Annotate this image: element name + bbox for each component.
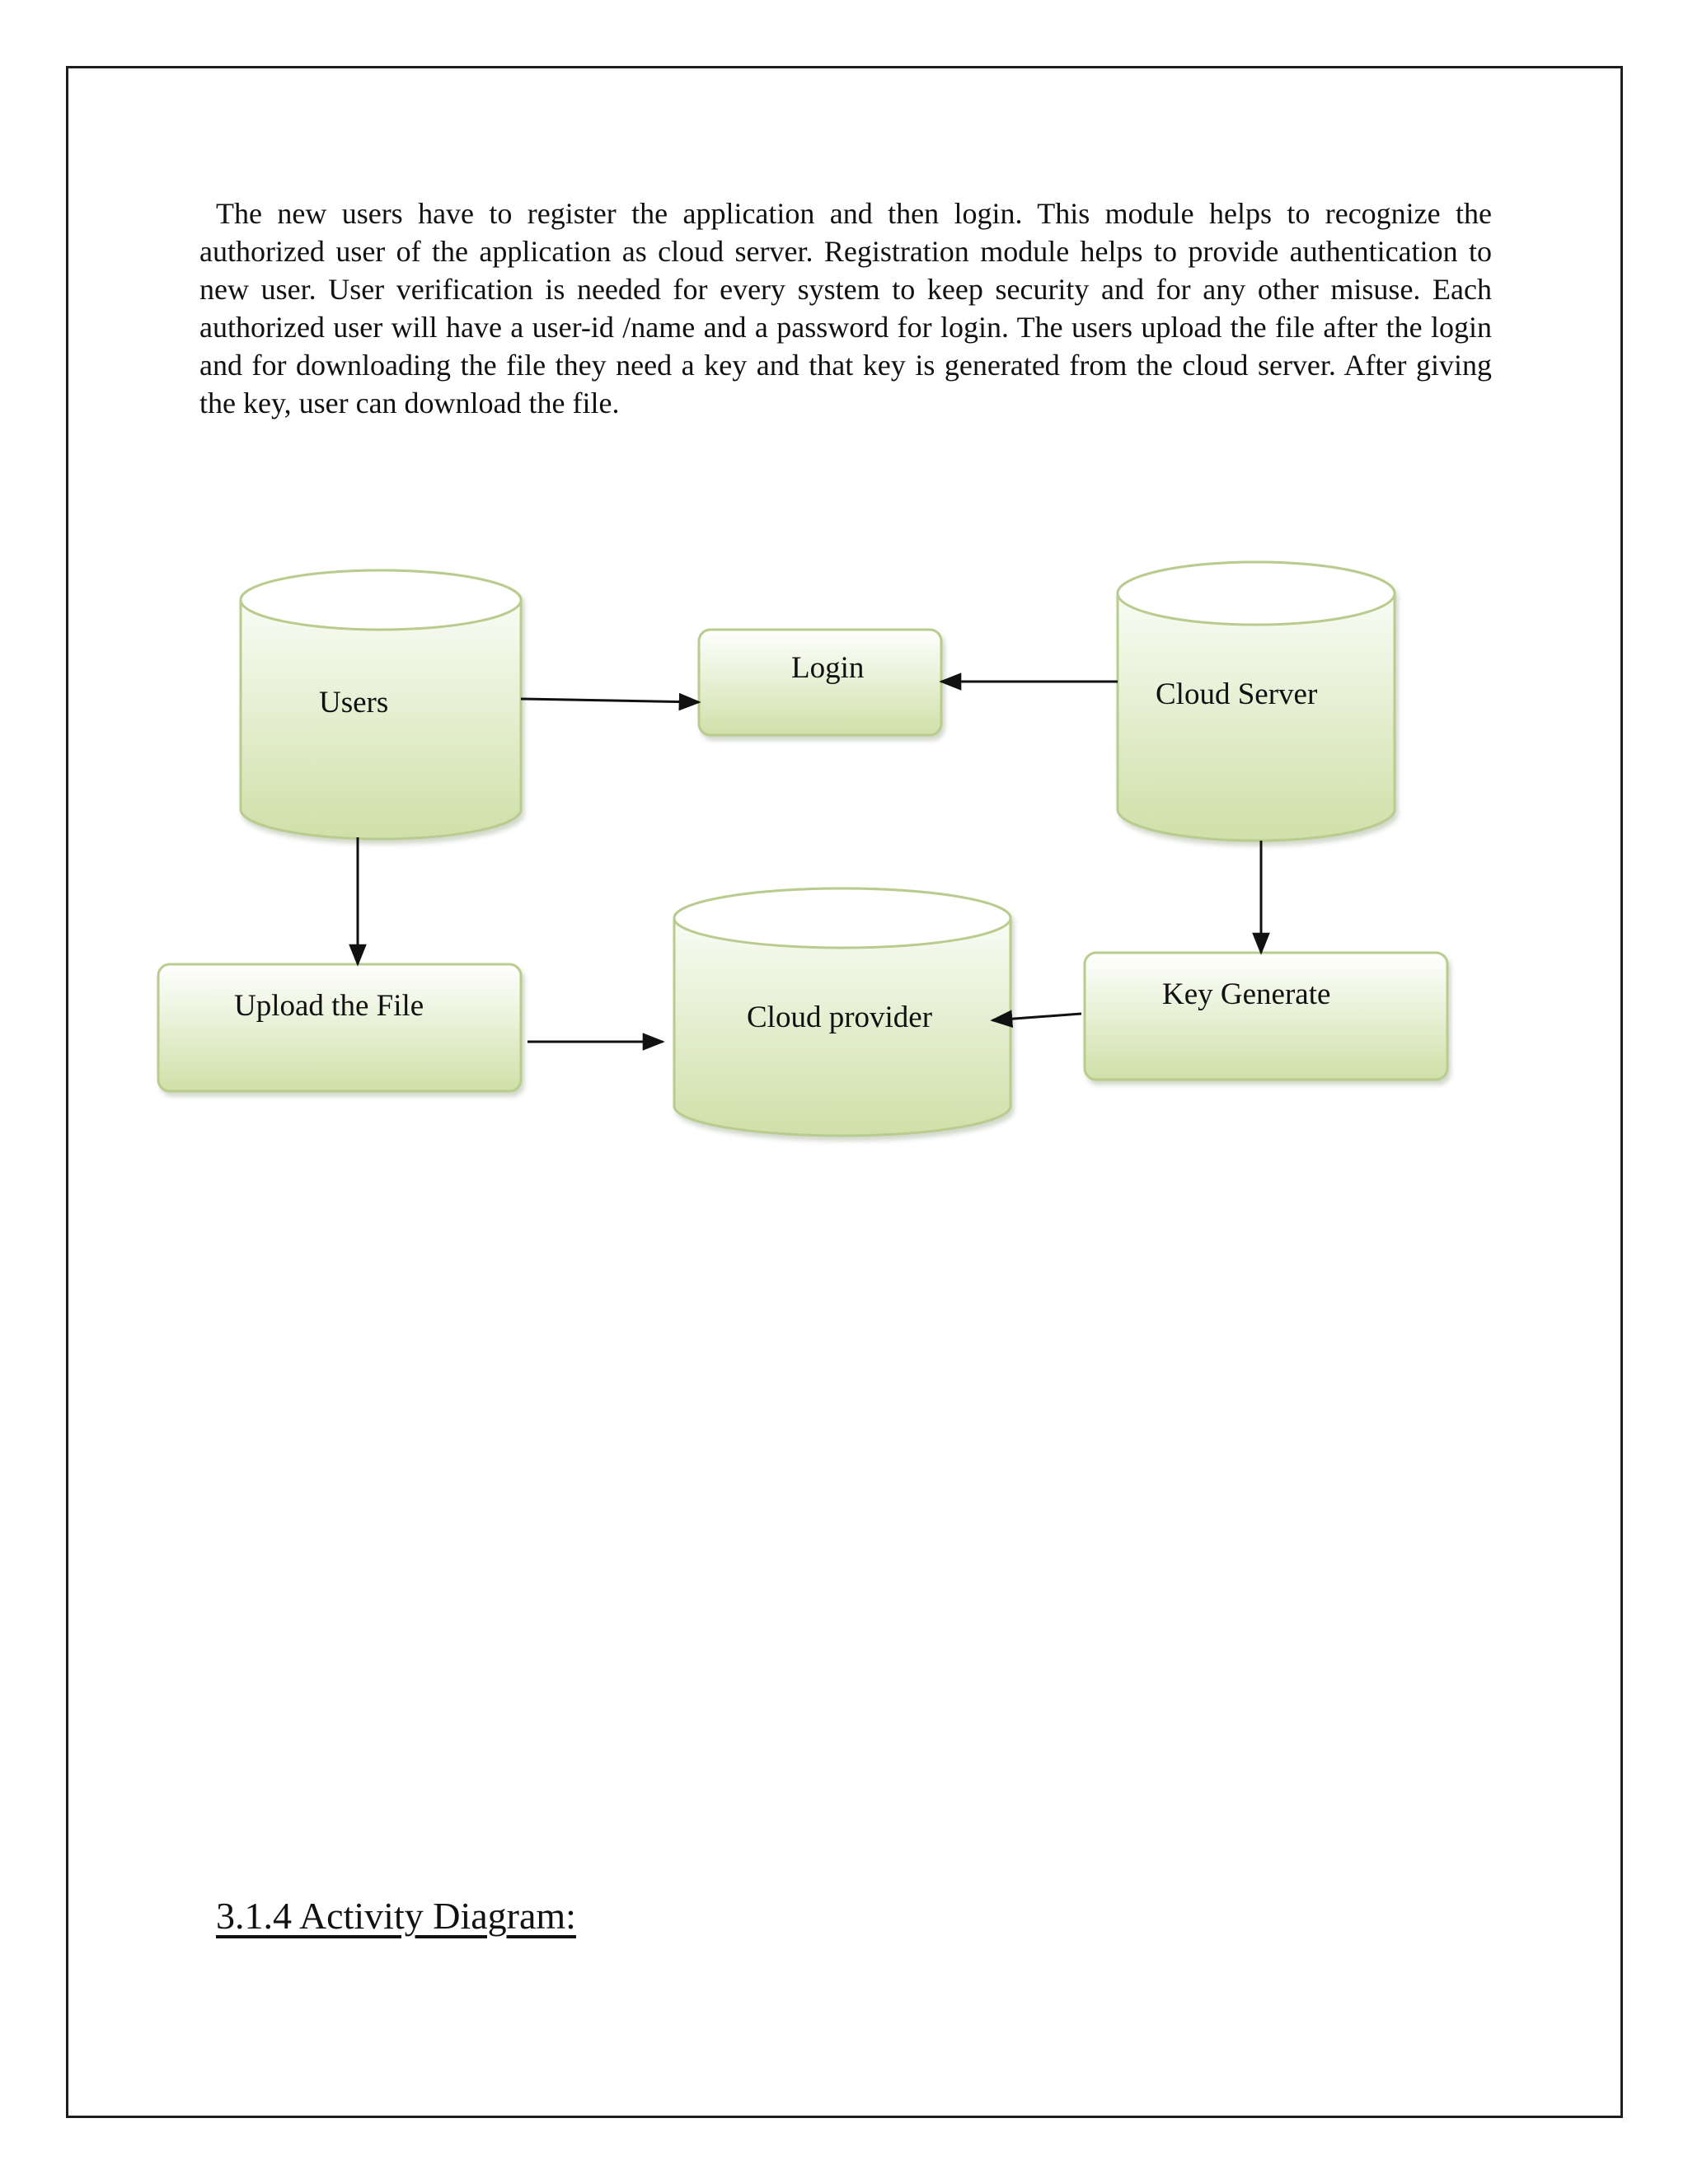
intro-paragraph: The new users have to register the application and then login. This module helps to recognize the authorized user of the application as cloud server. Registration module helps to provide authentication to new user. User verification is needed for every system to keep security and for any other misuse. Each authorized user will have a user-id /name and a password for login. The users upload the file after the login and for downloading the file they need a key and that key is generated from the cloud server. After giving the key, user can download the file. xyxy=(199,197,1492,419)
login-label: Login xyxy=(791,651,865,685)
section-heading: 3.1.4 Activity Diagram: xyxy=(216,1895,576,1937)
key-generate-node xyxy=(1085,953,1447,1080)
upload-file-label: Upload the File xyxy=(234,989,424,1023)
key-generate-label: Key Generate xyxy=(1162,977,1331,1011)
arrow-users-to-login xyxy=(521,699,699,702)
cloud-server-label: Cloud Server xyxy=(1156,677,1318,711)
cloud-provider-label: Cloud provider xyxy=(747,1001,933,1034)
upload-file-node xyxy=(158,964,521,1091)
users-label: Users xyxy=(319,686,389,719)
